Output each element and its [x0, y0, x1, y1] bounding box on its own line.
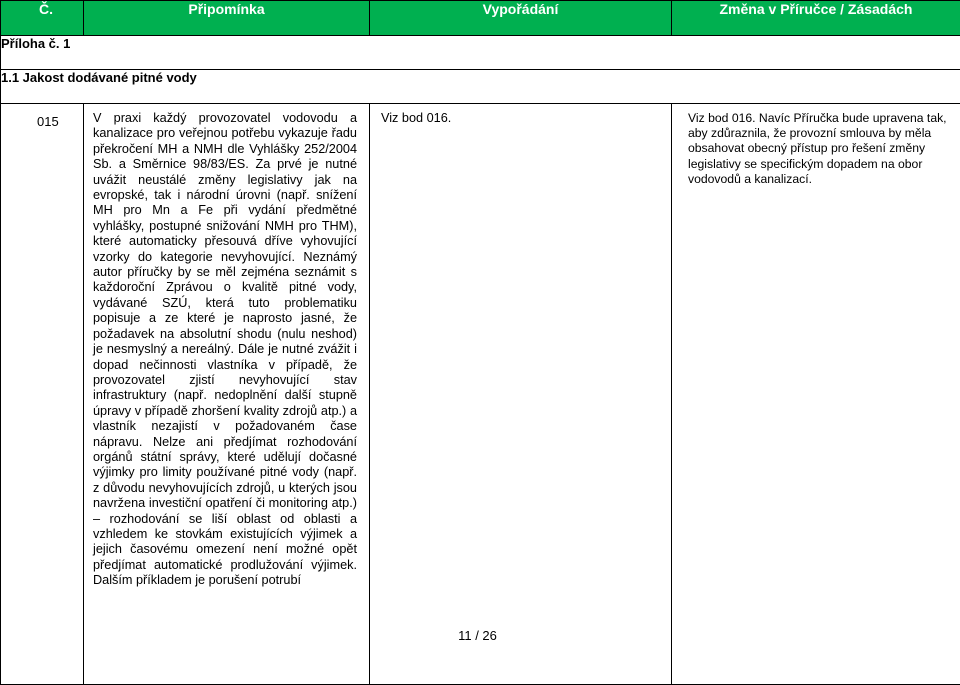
- row-resolution: Viz bod 016.: [370, 104, 672, 685]
- table-row: [1, 104, 960, 685]
- row-change: Viz bod 016. Navíc Příručka bude upravena tak, aby zdůraznila, že provozní smlouva by měla obsahovat obecný přístup pro řešení změny legislativy se specifickým dopadem na obor vodovodů a kanalizací.: [672, 104, 960, 685]
- annex-heading: Příloha č. 1: [1, 36, 960, 70]
- header-number: Č.: [1, 1, 84, 36]
- header-comment: Připomínka: [84, 1, 370, 36]
- page-footer: [0, 628, 960, 643]
- header-change: Změna v Příručce / Zásadách: [672, 1, 960, 36]
- table-header-row: [1, 1, 960, 36]
- subsection-row: [1, 70, 960, 104]
- row-number: 015: [1, 104, 84, 685]
- annex-row: [1, 36, 960, 70]
- header-resolution: Vypořádání: [370, 1, 672, 36]
- row-comment: V praxi každý provozovatel vodovodu a kanalizace pro veřejnou potřebu vykazuje řadu překročení MH a NMH dle Vyhlášky 252/2004 Sb. a Směrnice 98/83/ES. Za prvé je nutné uvážit neustálé změny legislativy jak na evropské, tak i národní úrovni (např. snížení MH pro Mn a Fe při vydání předmětné vyhlášky, postupné snižování NMH pro THM), které automaticky přesouvá dříve vyhovující vzorky do kategorie nevyhovující. Neznámý autor příručky by se měl zejména seznámit s každoroční Zprávou o kvalitě pitné vody, vydávané SZÚ, která tuto problematiku popisuje a ze které je naprosto jasné, že požadavek na absolutní shodu (nulu neshod) je nesmyslný a nereálný. Dále je nutné zvážit i dopad nečinnosti vlastníka v případě, že provozovatel zjistí nevyhovující stav infrastruktury (např. nedoplnění další stupně úpravy v případě zhoršení kvality zdrojů atp.) a vlastník nezajistí v požadovaném čase nápravu. Nelze ani předjímat rozhodování orgánů státní správy, které udělují dočasné výjimky pro limity používané pitné vody (např. z důvodu nevyhovujících zdrojů, u kterých jsou navržena investiční opatření či monitoring atp.) – rozhodování se liší oblast od oblasti a vzhledem ke stovkám existujících výjimek a jejich časovému omezení není možné opět předjímat automatické prodlužování výjimek. Dalším příkladem je porušení potrubí: [84, 104, 370, 685]
- page-number: 11 / 26: [458, 628, 497, 643]
- subsection-heading: 1.1 Jakost dodávané pitné vody: [1, 70, 960, 104]
